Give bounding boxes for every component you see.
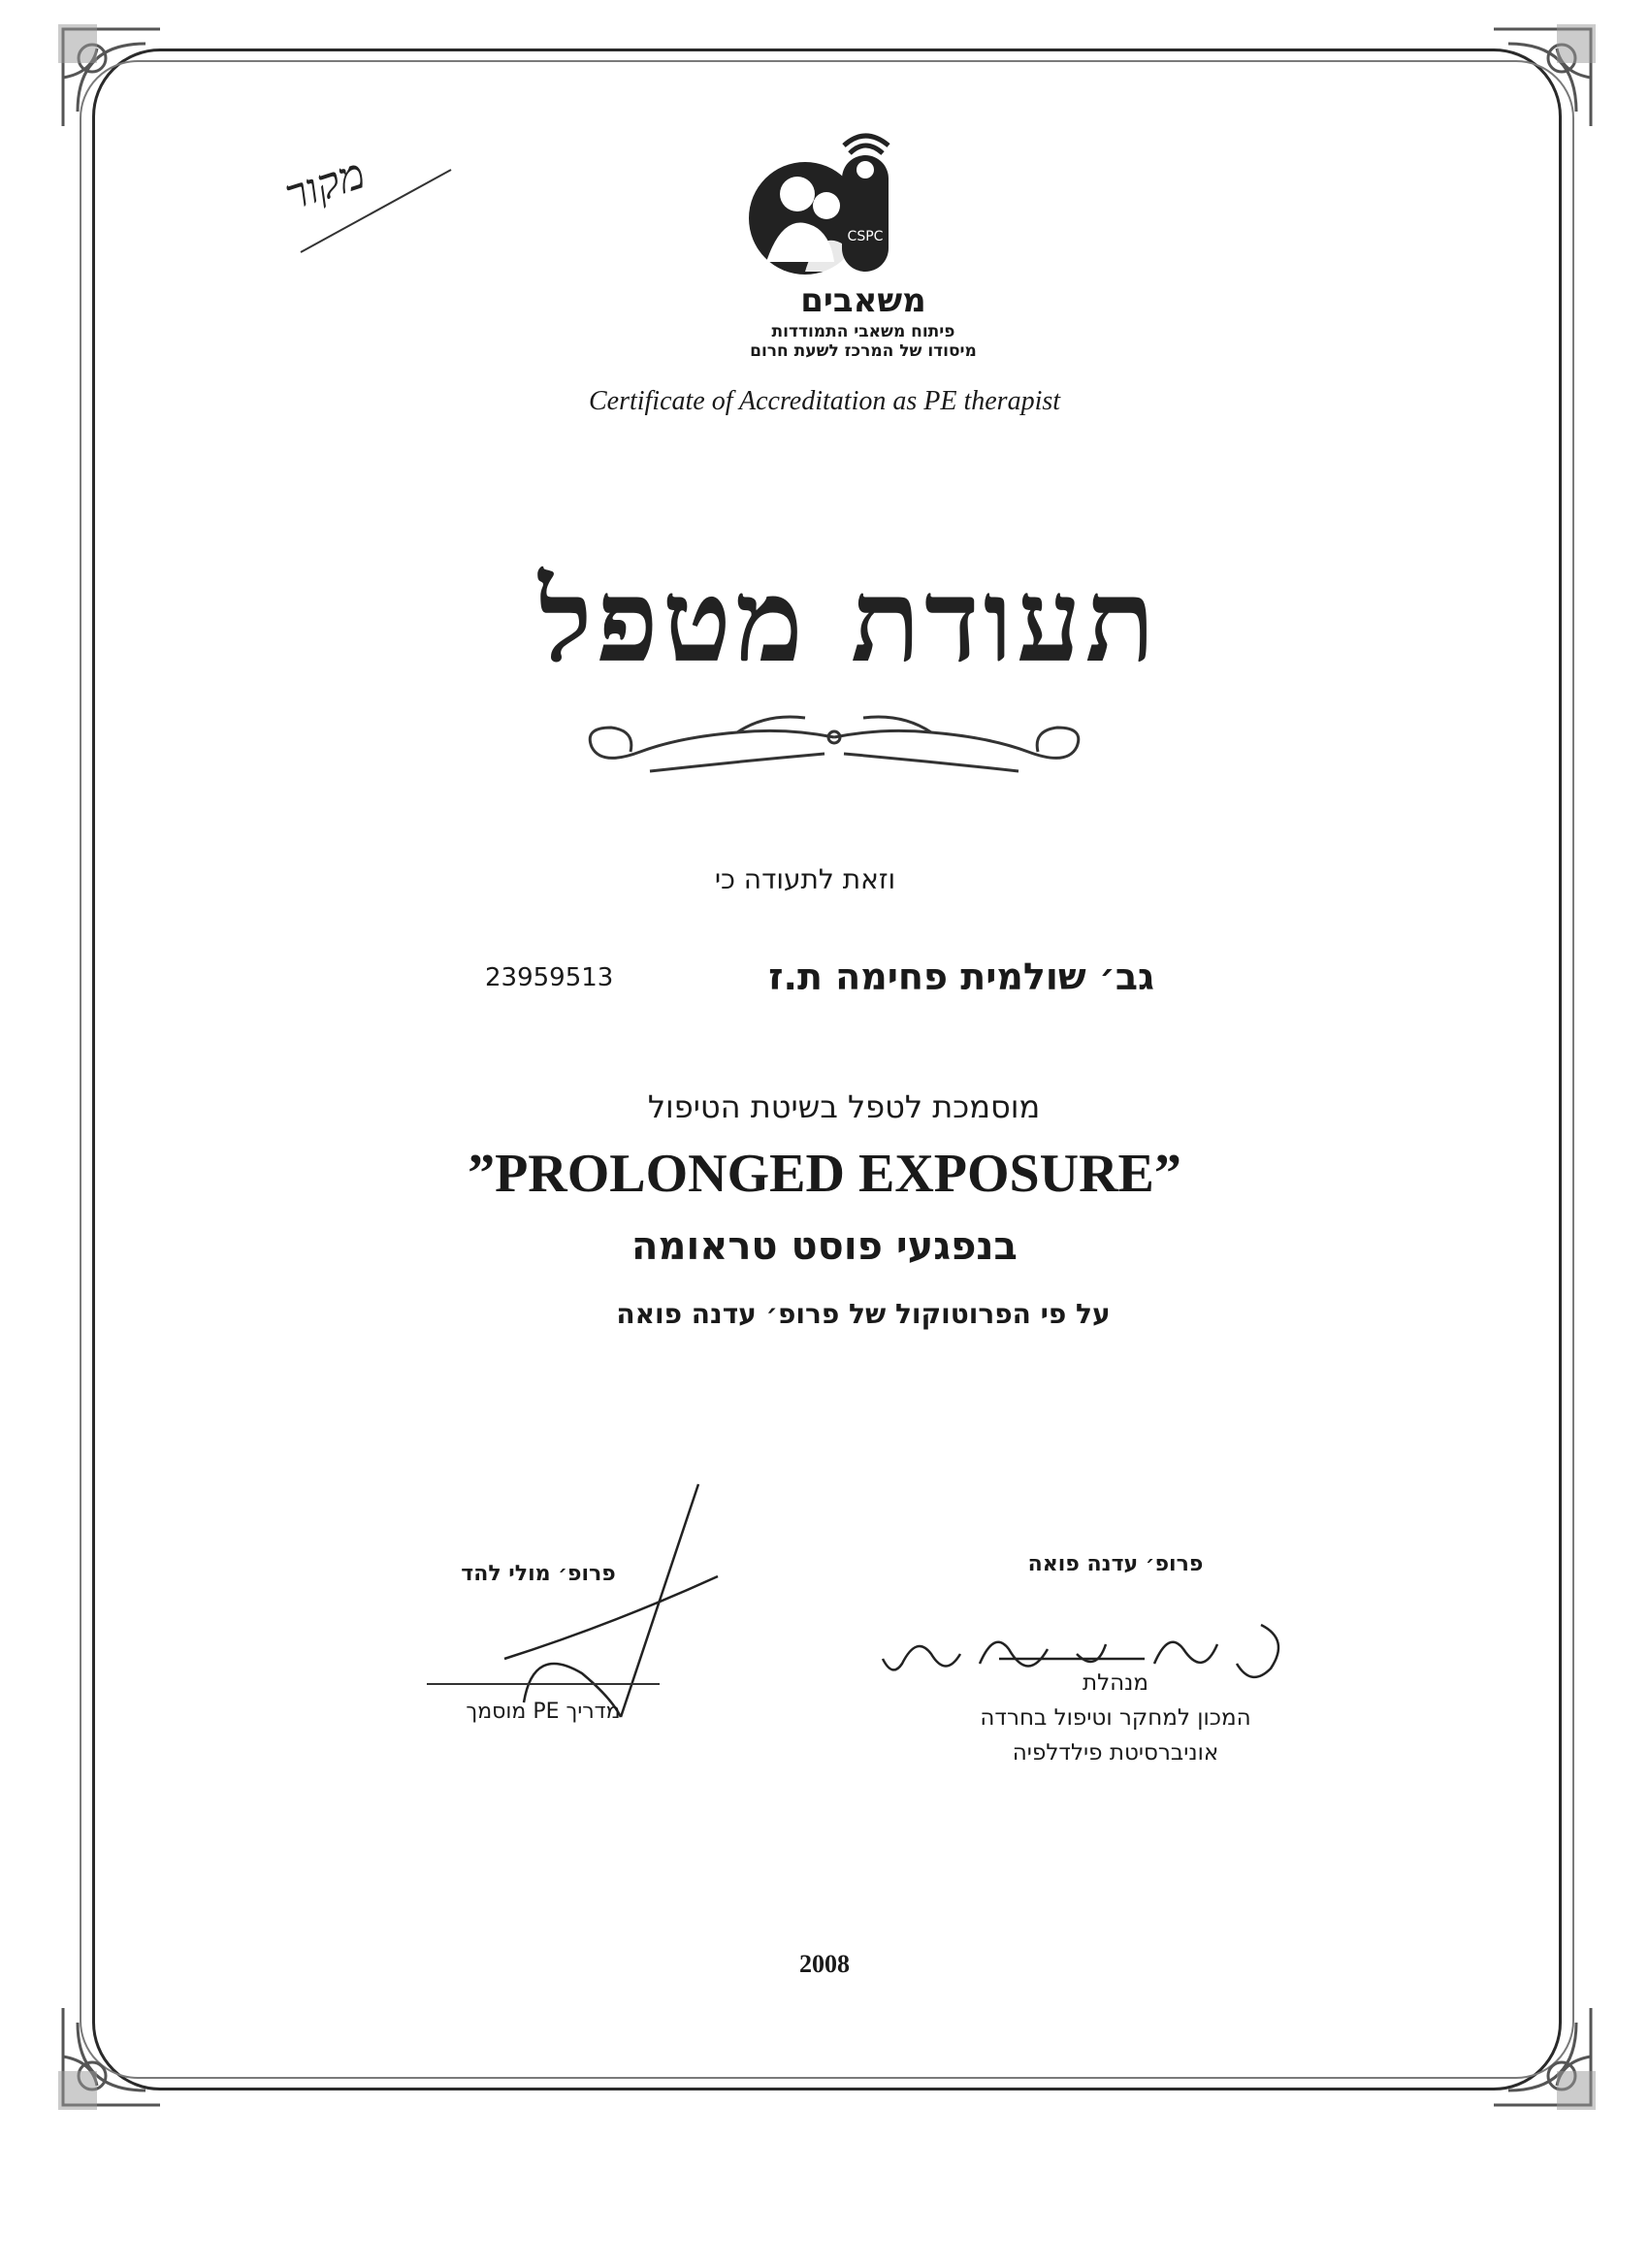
signature-right-name: פרופ׳ עדנה פואה <box>1027 1552 1204 1576</box>
intro-text: וזאת לתעודה כי <box>714 863 896 895</box>
signature-left-name: פרופ׳ מולי להד <box>461 1562 616 1586</box>
corner-ornament-icon <box>1484 19 1600 136</box>
signature-right-university: אוניברסיטת פילדלפיה <box>1012 1740 1219 1766</box>
signature-right <box>922 1552 1310 1770</box>
signature-left-role: מדריך PE מוסמך <box>466 1700 621 1724</box>
handwritten-note: מקור <box>278 148 372 221</box>
handwritten-underline <box>291 160 456 257</box>
signature-line <box>427 1683 660 1685</box>
organization-logo <box>737 126 902 291</box>
signature-left-scribble <box>475 1479 728 1722</box>
signature-right-institute: המכון למחקר וטיפול בחרדה <box>980 1705 1251 1731</box>
corner-ornament-icon <box>1484 1998 1600 2115</box>
population-text: בנפגעי פוסט טראומה <box>631 1224 1018 1269</box>
logo-text: CSPC <box>847 229 884 244</box>
organization-subtitle-2: מיסודו של המרכז לשעת חרום <box>750 341 977 361</box>
authorized-text: מוסמכת לטפל בשיטת הטיפול <box>647 1088 1041 1125</box>
corner-ornament-icon <box>53 19 170 136</box>
signature-left <box>407 1562 669 1586</box>
recipient-name: גב׳ שולמית פחימה ת.ז <box>768 956 1154 998</box>
signature-right-title: מנהלת <box>1082 1670 1149 1696</box>
corner-ornament-icon <box>53 1998 170 2115</box>
protocol-text: על פי הפרוטוקול של פרופ׳ עדנה פואה <box>616 1298 1111 1330</box>
recipient-line <box>475 956 1154 1004</box>
method-name: ”PROLONGED EXPOSURE” <box>468 1144 1181 1204</box>
recipient-id: 23959513 <box>485 963 614 992</box>
certificate-inner-border <box>80 60 1574 2079</box>
english-title: Certificate of Accreditation as PE therapist <box>588 386 1061 416</box>
organization-subtitle: פיתוח משאבי התמודדות <box>771 322 955 341</box>
organization-name: משאבים <box>800 281 926 320</box>
page-title: תעודת מטפל <box>538 553 1159 688</box>
certificate-year: 2008 <box>799 1950 850 1978</box>
flourish-ornament-icon <box>563 694 1106 786</box>
